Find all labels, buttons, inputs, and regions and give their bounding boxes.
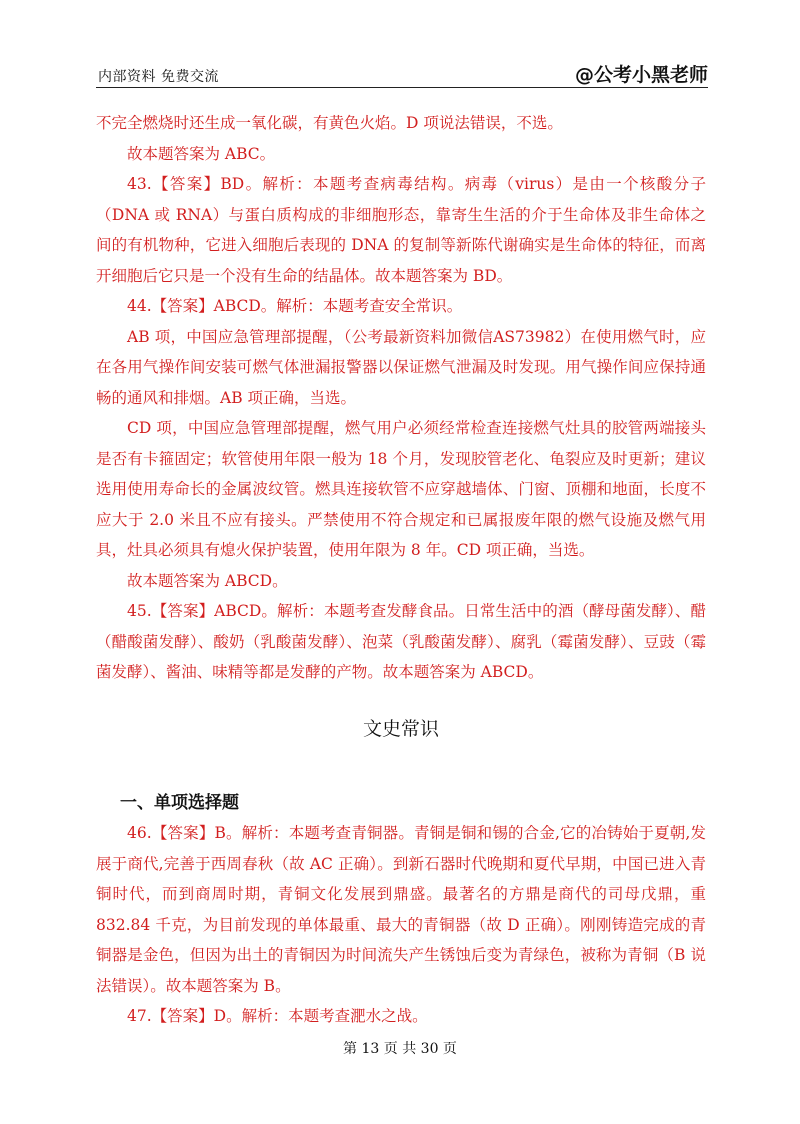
paragraph-answer-45: 45.【答案】ABCD。解析：本题考查发酵食品。日常生活中的酒（酵母菌发酵）、醋（醋酸菌发酵）、酸奶（乳酸菌发酵）、泡菜（乳酸菌发酵）、腐乳（霉菌发酵）、豆豉（霉菌发酵）、酱油、味精等都是发酵的产物。故本题答案为 ABCD。 <box>96 602 706 681</box>
subsection-title: 一、单项选择题 <box>120 793 239 813</box>
page-number-footer: 第 13 页 共 30 页 <box>343 1041 457 1057</box>
paragraph-answer-44: 44.【答案】ABCD。解析：本题考查安全常识。 <box>127 297 463 315</box>
paragraph-answer-summary-44: 故本题答案为 ABCD。 <box>127 571 288 590</box>
header-author-watermark: @公考小黑老师 <box>574 64 708 86</box>
paragraph-answer-46: 46.【答案】B。解析：本题考查青铜器。青铜是铜和锡的合金,它的冶铸始于夏朝,发展于商代,完善于西周春秋（故 AC 正确）。到新石器时代晚期和夏代早期，中国已进入青铜时代，而到商周时期，青铜文化发展到鼎盛。最著名的方鼎是商代的司母戊鼎，重 832.84 千克，为目前发现的单体最重、最大的青铜器（故 D 正确）。刚刚铸造完成的青铜器是金色，但因为出土的青铜因为时间流失产生锈蚀后变为青绿色，被称为青铜（B 说法错误）。故本题答案为 B。 <box>96 824 706 995</box>
paragraph-answer-47: 47.【答案】D。解析：本题考查淝水之战。 <box>127 1007 428 1025</box>
paragraph-answer-43: 43.【答案】BD。解析：本题考查病毒结构。病毒（virus）是由一个核酸分子（DNA 或 RNA）与蛋白质构成的非细胞形态，靠寄生生活的介于生命体及非生命体之间的有机物种，它进入细胞后表现的 DNA 的复制等新陈代谢确实是生命体的特征，而离开细胞后它只是一个没有生命的结晶体。故本题答案为 BD。 <box>96 175 706 285</box>
paragraph-continuation: 不完全燃烧时还生成一氧化碳，有黄色火焰。D 项说法错误，不选。 <box>96 114 563 132</box>
answer-explanations-block <box>96 108 706 688</box>
paragraph-answer-44-cd: CD 项，中国应急管理部提醒，燃气用户必须经常检查连接燃气灶具的胶管两端接头是否有卡箍固定；软管使用年限一般为 18 个月，发现胶管老化、龟裂应及时更新；建议选用使用寿命长的金属波纹管。燃具连接软管不应穿越墙体、门窗、顶棚和地面，长度不应大于 2.0 米且不应有接头。严禁使用不符合规定和已属报废年限的燃气设施及燃气用具，灶具必须具有熄火保护装置，使用年限为 8 年。CD 项正确，当选。 <box>96 419 706 559</box>
paragraph-answer-44-ab: AB 项，中国应急管理部提醒，（公考最新资料加微信AS73982）在使用燃气时，应在各用气操作间安装可燃气体泄漏报警器以保证燃气泄漏及时发现。用气操作间应保持通畅的通风和排烟。AB 项正确，当选。 <box>96 327 706 407</box>
section-title: 文史常识 <box>362 718 439 740</box>
paragraph-answer-summary-42: 故本题答案为 ABC。 <box>127 144 276 163</box>
header-left-label: 内部资料 免费交流 <box>98 69 219 85</box>
header-divider <box>96 87 708 88</box>
section-answers-block <box>96 818 706 1032</box>
